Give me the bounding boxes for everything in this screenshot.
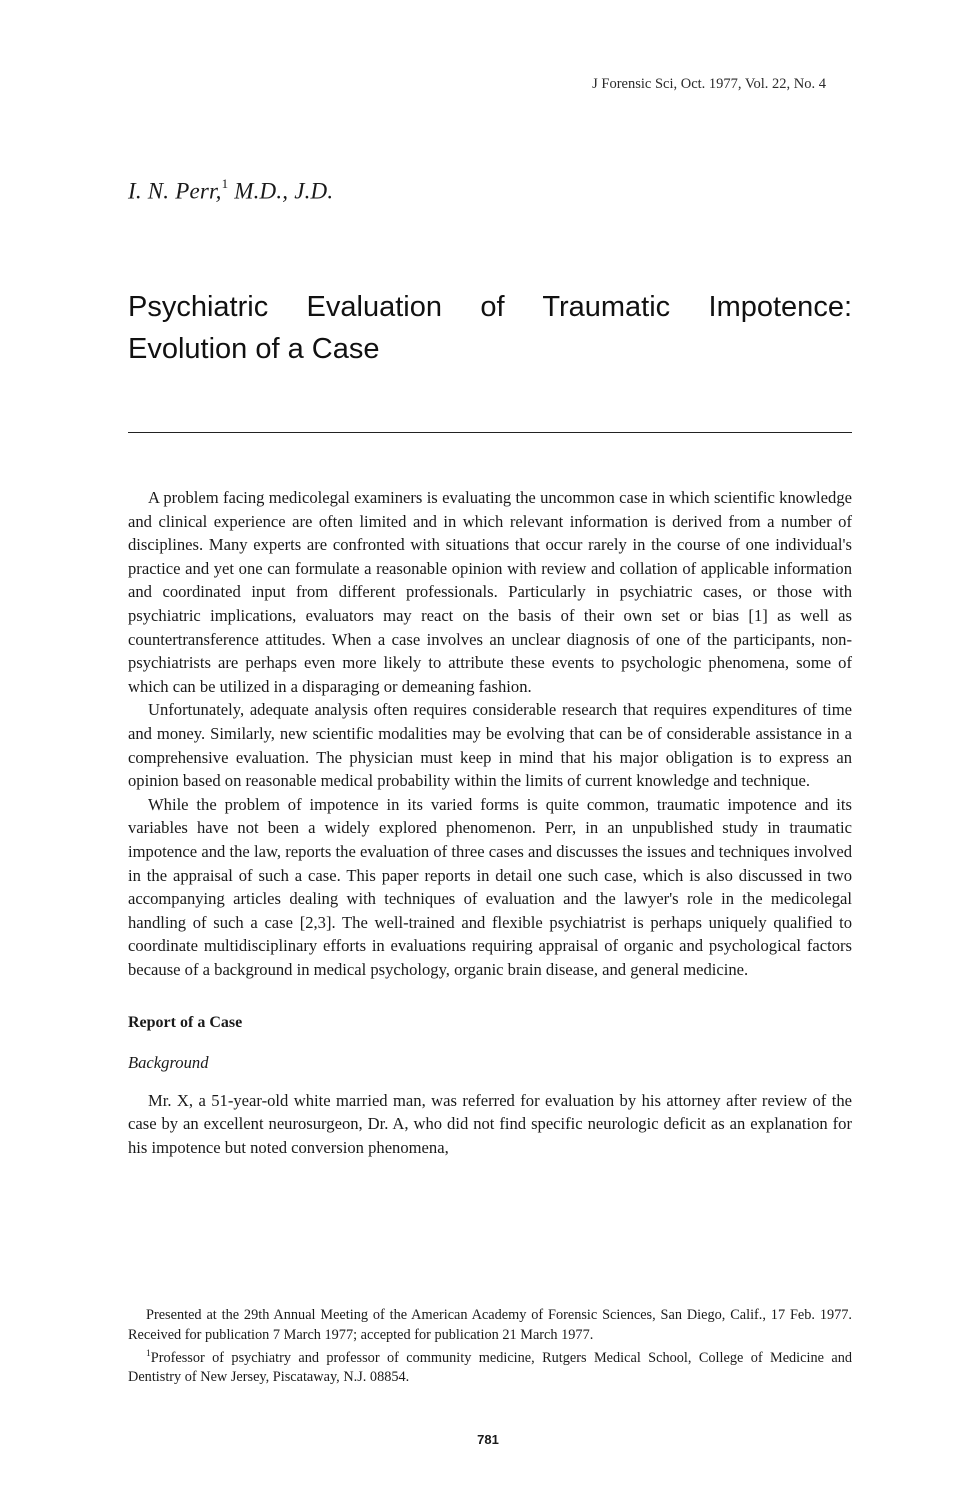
footnote-1-mark: 1: [146, 1349, 151, 1359]
body-paragraph: While the problem of impotence in its varied forms is quite common, traumatic impotence and its variables have not been a widely explored phenomenon. Perr, in an unpublished study in traumatic impotence and the law, reports the evaluation of three cases and discusses the issues and techniques involved in the appraisal of such a case. This paper reports in detail one such case, which is also discussed in two accompanying articles dealing with techniques of evaluation and the lawyer's role in the medicolegal handling of such a case [2,3]. The well-trained and flexible psychiatrist is perhaps uniquely qualified to coordinate multidisciplinary efforts in evaluations requiring appraisal of organic and psychological factors because of a background in medical psychology, organic brain disease, and general medicine.: [128, 794, 852, 979]
footnotes: [128, 1306, 852, 1388]
journal-citation: J Forensic Sci, Oct. 1977, Vol. 22, No. 4: [592, 76, 826, 92]
body-paragraph: A problem facing medicolegal examiners is evaluating the uncommon case in which scientific knowledge and clinical experience are often limited and in which relevant information is derived from a number of disciplines. Many experts are confronted with situations that occur rarely in the course of one individual's practice and yet one can formulate a reasonable opinion with review and collation of applicable information and coordinated input from different professionals. Particularly in psychiatric cases, or those with psychiatric implications, evaluators may react on the basis of their own set or bias [1] as well as countertransference attitudes. When a case involves an unclear diagnosis of one of the participants, non-psychiatrists are perhaps even more likely to attribute these events to psychologic phenomena, some of which can be utilized in a disparaging or demeaning fashion.: [128, 488, 852, 696]
footnote-1: [128, 1345, 852, 1388]
title-line-1: Psychiatric Evaluation of Traumatic Impotence:: [128, 291, 852, 323]
author-name: I. N. Perr,: [128, 178, 222, 204]
author-footnote-mark: 1: [221, 176, 229, 191]
body-paragraph: Mr. X, a 51-year-old white married man, was referred for evaluation by his attorney after review of the case by an excellent neurosurgeon, Dr. A, who did not find specific neurologic deficit as an explanation for his impotence but noted conversion phenomena,: [128, 1090, 852, 1157]
article-body: [128, 486, 852, 1159]
subsection-heading: Background: [128, 1053, 209, 1073]
paper-title: [128, 286, 852, 370]
footnote-presented: Presented at the 29th Annual Meeting of the American Academy of Forensic Sciences, San Diego, Calif., 17 Feb. 1977. Received for publication 7 March 1977; accepted for publication 21 March 1977.: [128, 1307, 852, 1343]
author-line: [128, 178, 333, 205]
section-heading: Report of a Case: [128, 1014, 243, 1032]
title-divider: [128, 432, 852, 433]
title-line-2: Evolution of a Case: [128, 333, 380, 366]
body-paragraph: Unfortunately, adequate analysis often requires considerable research that requires expenditures of time and money. Similarly, new scientific modalities may be evolving that can be of considerable assistance in a comprehensive evaluation. The physician must keep in mind that his major obligation is to express an opinion based on reasonable medical probability within the limits of current knowledge and technique.: [128, 700, 852, 791]
page-number: 781: [477, 1432, 499, 1447]
author-degrees: M.D., J.D.: [234, 178, 334, 204]
footnote-1-text: Professor of psychiatry and professor of community medicine, Rutgers Medical School, College of Medicine and Dentistry of New Jersey, Piscataway, N.J. 08854.: [128, 1349, 852, 1386]
